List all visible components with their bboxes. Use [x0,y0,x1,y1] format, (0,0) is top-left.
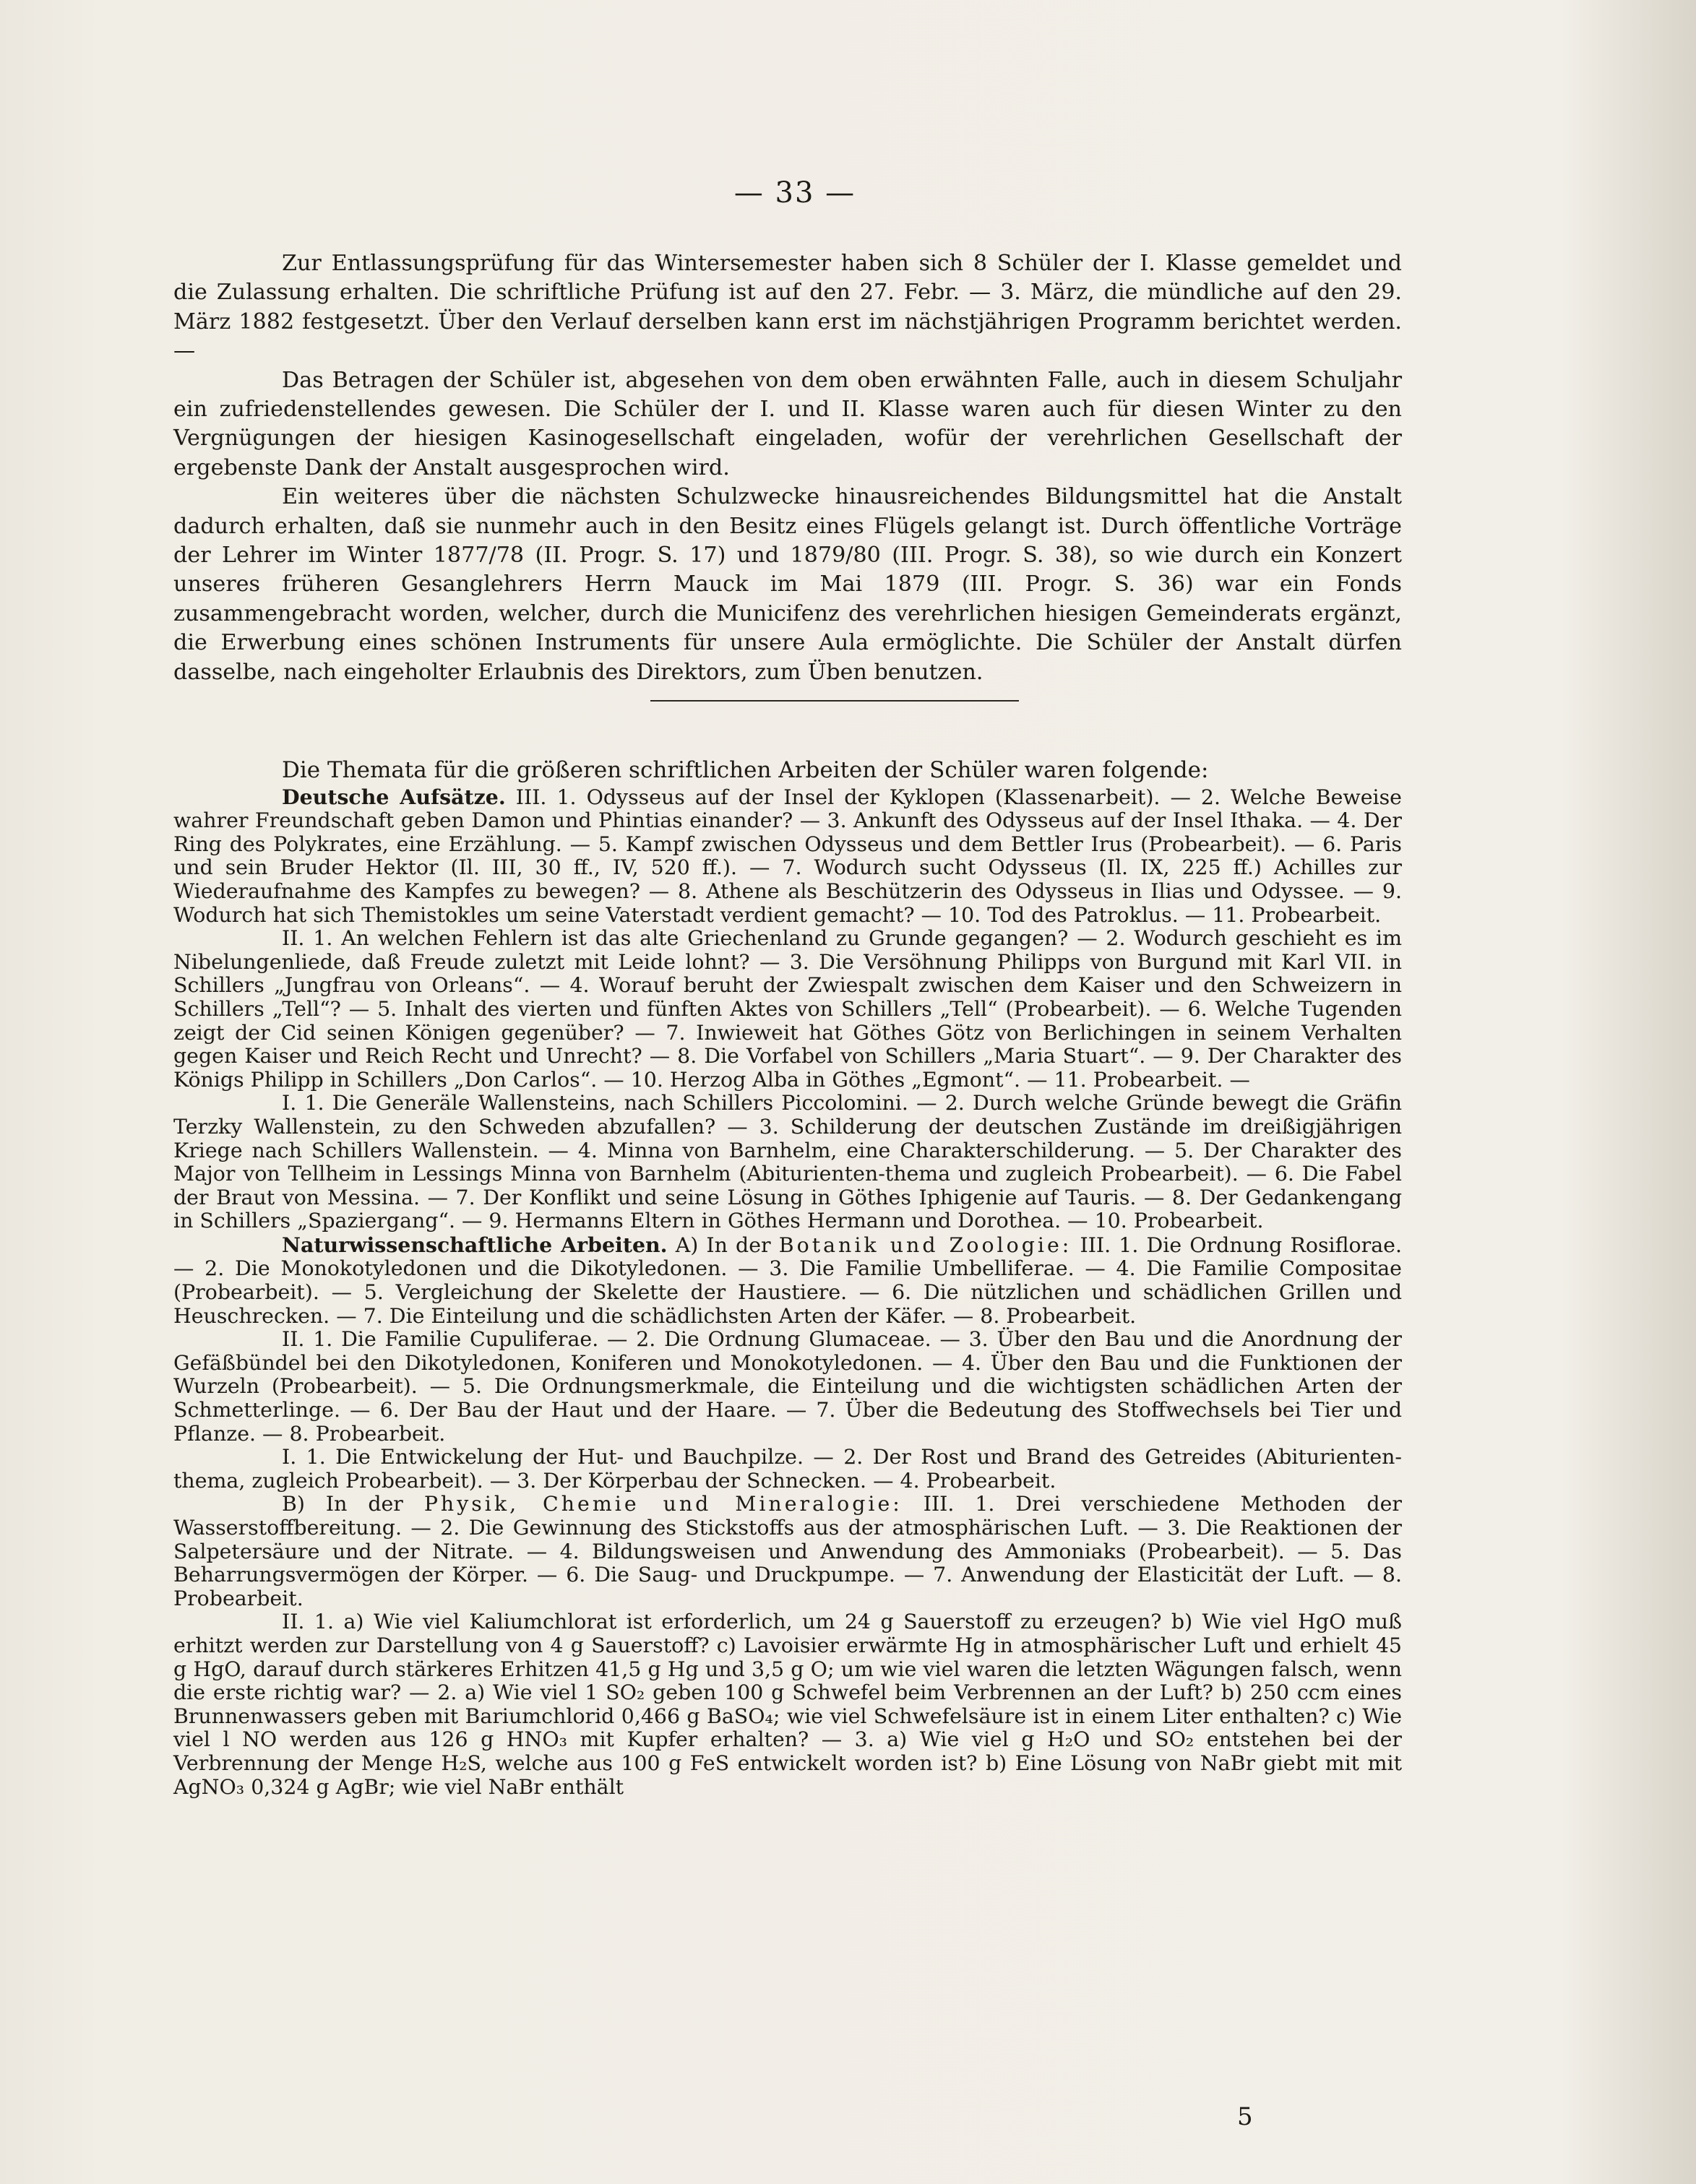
natur-B-III-paragraph [173,1493,1402,1610]
deutsch-III-paragraph [173,785,1402,928]
natur-A-label: A) In der [675,1233,771,1257]
deutsch-II-paragraph: II. 1. An welchen Fehlern ist das alte Griechenland zu Grunde gegangen? — 2. Wodurch geschieht es im Nibelungenliede, daß Freude zuletzt mit Leide lohnt? — 3. Die Versöhnung Philipps von Burgund mit Karl VII. in Schillers „Jungfrau von Orleans“. — 4. Worauf beruht der Zwiespalt zwischen dem Kaiser und den Schweizern in Schillers „Tell“? — 5. Inhalt des vierten und fünften Aktes von Schillers „Tell“ (Probearbeit). — 6. Welche Tugenden zeigt der Cid seinen Königen gegenüber? — 7. Inwieweit hat Göthes Götz von Berlichingen in seinem Verhalten gegen Kaiser und Reich Recht und Unrecht? — 8. Die Vorfabel von Schillers „Maria Stuart“. — 9. Der Charakter des Königs Philipp in Schillers „Don Carlos“. — 10. Herzog Alba in Göthes „Egmont“. — 11. Probearbeit. — [173,926,1402,1092]
paragraph-betragen: Das Betragen der Schüler ist, abgesehen von dem oben erwähnten Falle, auch in diesem Schuljahr ein zufriedenstellendes gewesen. Die Schüler der I. und II. Klasse waren auch für diesen Winter zu den Vergnügungen der hiesigen Kasinogesellschaft eingeladen, wofür der verehrlichen Gesellschaft der ergebenste Dank der Anstalt ausgesprochen wird. [173,367,1402,480]
natur-B-III-text: III. 1. Drei verschiedene Methoden der Wasserstoffbereitung. — 2. Die Gewinnung des Stickstoffs aus der atmosphärischen Luft. — 3. Die Reaktionen der Salpetersäure und der Nitrate. — 4. Bildungsweisen und Anwendung des Ammoniaks (Probearbeit). — 5. Das Beharrungsvermögen der Körper. — 6. Die Saug- und Druckpumpe. — 7. Anwendung der Elasticität der Luft. — 8. Probearbeit. [173,1492,1402,1610]
section-divider [650,700,1019,702]
signature-mark: 5 [1237,2102,1253,2131]
page-number: — 33 — [733,176,856,210]
natur-B-II-paragraph: II. 1. a) Wie viel Kaliumchlorat ist erforderlich, um 24 g Sauerstoff zu erzeugen? b) Wie viel HgO muß erhitzt werden zur Darstellung von 4 g Sauerstoff? c) Lavoisier erwärmte Hg in atmosphärischer Luft und erhielt 45 g HgO, darauf durch stärkeres Erhitzen 41,5 g Hg und 3,5 g O; um wie viel waren die letzten Wägungen falsch, wenn die erste richtig war? — 2. a) Wie viel 1 SO₂ geben 100 g Schwefel beim Verbrennen an der Luft? b) 250 ccm eines Brunnenwassers geben mit Bariumchlorid 0,466 g BaSO₄; wie viel Schwefelsäure ist in einem Liter enthalten? c) Wie viel l NO werden aus 126 g HNO₃ mit Kupfer erhalten? — 3. a) Wie viel g H₂O und SO₂ entstehen bei der Verbrennung der Menge H₂S, welche aus 100 g FeS entwickelt worden ist? b) Eine Lösung von NaBr giebt mit mit AgNO₃ 0,324 g AgBr; wie viel NaBr enthält [173,1610,1402,1799]
natur-A-III-text: III. 1. Die Ordnung Rosiflorae. — 2. Die Monokotyledonen und die Dikotyledonen. — 3. Die Familie Umbelliferae. — 4. Die Familie Compositae (Probearbeit). — 5. Vergleichung der Skelette der Haustiere. — 6. Die nützlichen und schädlichen Grillen und Heuschrecken. — 7. Die Einteilung und die schädlichsten Arten der Käfer. — 8. Probearbeit. [173,1233,1402,1328]
paragraph-entlassungspruefung: Zur Entlassungsprüfung für das Wintersemester haben sich 8 Schüler der I. Klasse gemeldet und die Zulassung erhalten. Die schriftliche Prüfung ist auf den 27. Febr. — 3. März, die mündliche auf den 29. März 1882 festgesetzt. Über den Verlauf derselben kann erst im nächstjährigen Programm berichtet werden. — [173,251,1402,364]
natur-A-III-paragraph [173,1233,1402,1328]
paragraph-fluegel: Ein weiteres über die nächsten Schulzwecke hinausreichendes Bildungsmittel hat die Anstalt dadurch erhalten, daß sie nunmehr auch in den Besitz eines Flügels gelangt ist. Durch öffentliche Vorträge der Lehrer im Winter 1877/78 (II. Progr. S. 17) und 1879/80 (III. Progr. S. 38), so wie durch ein Konzert unseres früheren Gesanglehrers Herrn Mauck im Mai 1879 (III. Progr. S. 36) war ein Fonds zusammengebracht worden, welcher, durch die Municifenz des verehrlichen hiesigen Gemeinderats ergänzt, die Erwerbung eines schönen Instruments für unsere Aula ermöglichte. Die Schüler der Anstalt dürfen dasselbe, nach eingeholter Erlaubnis des Direktors, zum Üben benutzen. [173,484,1402,685]
natur-heading: Naturwissenschaftliche Arbeiten. [282,1232,668,1257]
deutsch-heading: Deutsche Aufsätze. [282,784,506,809]
main-text-section [173,249,1402,722]
natur-B-subject: Physik, Chemie und Mineralogie: [423,1492,903,1516]
deutsch-III-text: III. 1. Odysseus auf der Insel der Kyklopen (Klassenarbeit). — 2. Welche Beweise wahrer Freundschaft geben Damon und Phintias einander? — 3. Ankunft des Odysseus auf der Insel Ithaka. — 4. Der Ring des Polykrates, eine Erzählung. — 5. Kampf zwischen Odysseus und dem Bettler Irus (Probearbeit). — 6. Paris und sein Bruder Hektor (Il. III, 30 ff., IV, 520 ff.). — 7. Wodurch sucht Odysseus (Il. IX, 225 ff.) Achilles zur Wiederaufnahme des Kampfes zu bewegen? — 8. Athene als Beschützerin des Odysseus in Ilias und Odyssee. — 9. Wodurch hat sich Themistokles um seine Vaterstadt verdient gemacht? — 10. Tod des Patroklus. — 11. Probearbeit. [173,785,1402,927]
themata-section [173,759,1402,1799]
natur-A-I-paragraph: I. 1. Die Entwickelung der Hut- und Bauchpilze. — 2. Der Rost und Brand des Getreides (Abiturienten-thema, zugleich Probearbeit). — 3. Der Körperbau der Schnecken. — 4. Probearbeit. [173,1445,1402,1493]
natur-A-subject: Botanik und Zoologie: [778,1233,1072,1257]
deutsch-I-paragraph: I. 1. Die Generäle Wallensteins, nach Schillers Piccolomini. — 2. Durch welche Gründe bewegt die Gräfin Terzky Wallenstein, zu den Schweden abzufallen? — 3. Schilderung der deutschen Zustände im dreißigjährigen Kriege nach Schillers Wallenstein. — 4. Minna von Barnhelm, eine Charakterschilderung. — 5. Der Charakter des Major von Tellheim in Lessings Minna von Barnhelm (Abiturienten-thema und zugleich Probearbeit). — 6. Die Fabel der Braut von Messina. — 7. Der Konflikt und seine Lösung in Göthes Iphigenie auf Tauris. — 8. Der Gedankengang in Schillers „Spaziergang“. — 9. Hermanns Eltern in Göthes Hermann und Dorothea. — 10. Probearbeit. [173,1091,1402,1233]
natur-B-label: B) In der [282,1492,403,1516]
themata-intro: Die Themata für die größeren schriftlichen Arbeiten der Schüler waren folgende: [282,757,1209,783]
natur-A-II-paragraph: II. 1. Die Familie Cupuliferae. — 2. Die Ordnung Glumaceae. — 3. Über den Bau und die Anordnung der Gefäßbündel bei den Dikotyledonen, Koniferen und Monokotyledonen. — 4. Über den Bau und die Funktionen der Wurzeln (Probearbeit). — 5. Die Ordnungsmerkmale, die Einteilung und die wichtigsten schädlichen Arten der Schmetterlinge. — 6. Der Bau der Haut und der Haare. — 7. Über die Bedeutung des Stoffwechsels bei Tier und Pflanze. — 8. Probearbeit. [173,1327,1402,1446]
